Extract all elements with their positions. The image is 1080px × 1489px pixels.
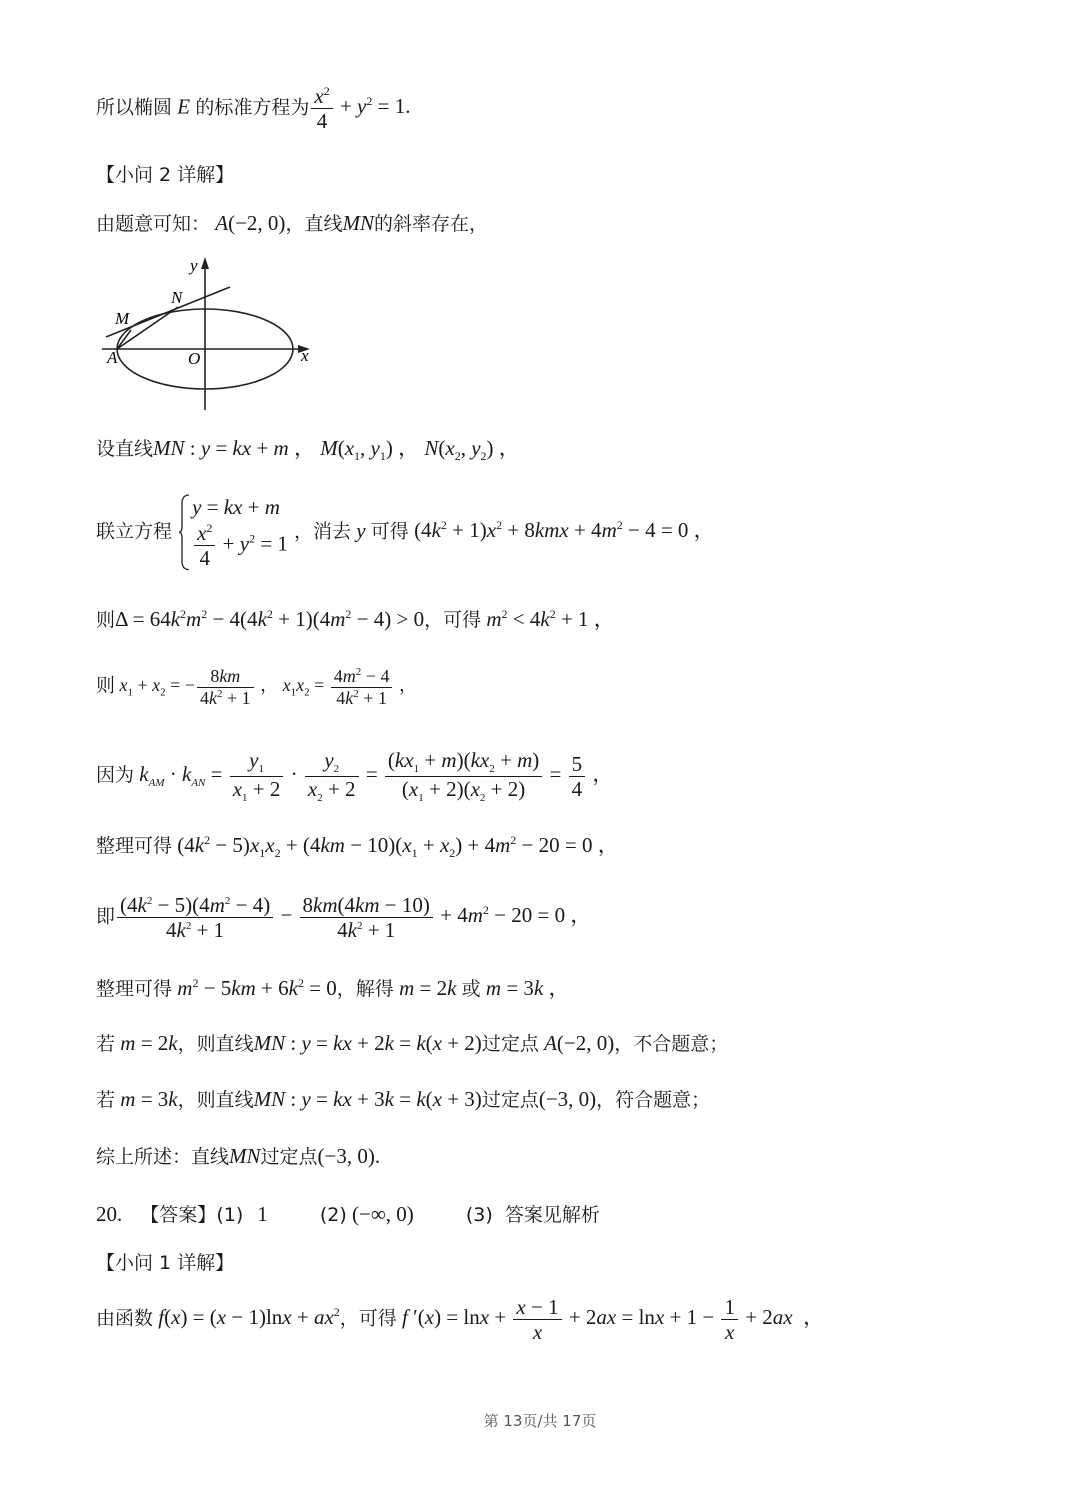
diagram-label-O: O bbox=[188, 349, 201, 368]
line-given: 由题意可知： A(−2, 0)，直线MN的斜率存在， bbox=[96, 211, 488, 235]
line-ie: 即 $\frac{(4k^2 - 5)(4m^2 - 4)}{4k^2 + 1}$ − $\frac{8km(4km - 10)}{4k^2 + 1}$ + $4m^2 - 20 = 0$ ， bbox=[96, 893, 592, 943]
line-delta: 则$\Delta = 64k^2m^2 - 4(4k^2 + 1)(4m^2 - 4) > 0$，可得 $m^2 < 4k^2 + 1$ ， bbox=[96, 607, 615, 631]
line-set-mn: 设直线MN : y = kx + m ， $M(x_1$, $y_1$) ， $N(x_2$, $y_2$) ， bbox=[96, 436, 520, 464]
line-ellipse-equation: 所以椭圆 E 的标准方程为 $\frac{x^2}{4}$ + $y^2 = 1$. bbox=[96, 84, 411, 134]
line-derivative: 由函数 $f(x) = (x - 1)\ln x + ax^2$，可得 f ′(x) = lnx + $\frac{x - 1}{x}$ + 2ax = lnx + 1 − $\frac{1}{x}$ + 2ax ， bbox=[96, 1295, 825, 1345]
diagram-label-M: M bbox=[115, 309, 130, 328]
line-vieta: 则 $x_1 + x_2$ = − $\frac{8km}{4k^2 + 1}$ ， $x_1x_2$ = $\frac{4m^2 - 4}{4k^2 + 1}$ ， bbox=[96, 666, 417, 708]
line-case1: 若 m = 2k，则直线MN : y = kx + 2k = k(x + 2)过定点 A(−2, 0)，不合题意； bbox=[96, 1031, 729, 1055]
sub1-heading: 【小问 1 详解】 bbox=[96, 1252, 235, 1274]
line-simplify1: 整理可得 $(4k^2 - 5)x_1x_2 + (4km - 10)(x_1 + x_2) + 4m^2 - 20 = 0$ ， bbox=[96, 833, 619, 861]
page-footer: 第 13页/共 17页 bbox=[483, 1412, 597, 1430]
diagram-label-x: x bbox=[301, 346, 309, 365]
line-system: 联立方程 y = kx + m $\frac{x^2}{4}$ + $y^2 = 1$ ，消去 y 可得 $(4k^2 + 1)x^2 + 8kmx + 4m^2 - 4 = 0$ ， bbox=[96, 495, 715, 571]
diagram-label-N: N bbox=[171, 288, 183, 307]
line-slope-product: 因为 $k_{AM} \cdot k_{AN}$ = $\frac{y_1}{x_1 + 2}$ · $\frac{y_2}{x_2 + 2}$ = $\frac{(kx_1 + m)(kx_2 + m)}{(x_1 + 2)(x_2 + 2)}$ = $\frac{5}{4}$ ， bbox=[96, 748, 614, 805]
diagram-label-A: A bbox=[107, 348, 118, 367]
line-summary: 综上所述：直线MN过定点(−3, 0). bbox=[96, 1144, 381, 1168]
line-case2: 若 m = 3k，则直线MN : y = kx + 3k = k(x + 3)过定点(−3, 0)，符合题意； bbox=[96, 1087, 711, 1111]
diagram-label-y: y bbox=[190, 256, 198, 275]
line-simplify2: 整理可得 $m^2 - 5km + 6k^2 = 0$，解得 m = 2k 或 m = 3k ， bbox=[96, 976, 570, 1000]
line-q20-answer: 20. 【答案】(1) 1 (2) (−∞, 0) (3) 答案见解析 bbox=[96, 1202, 600, 1226]
sub2-heading: 【小问 2 详解】 bbox=[96, 164, 235, 186]
ellipse-diagram bbox=[98, 255, 328, 415]
